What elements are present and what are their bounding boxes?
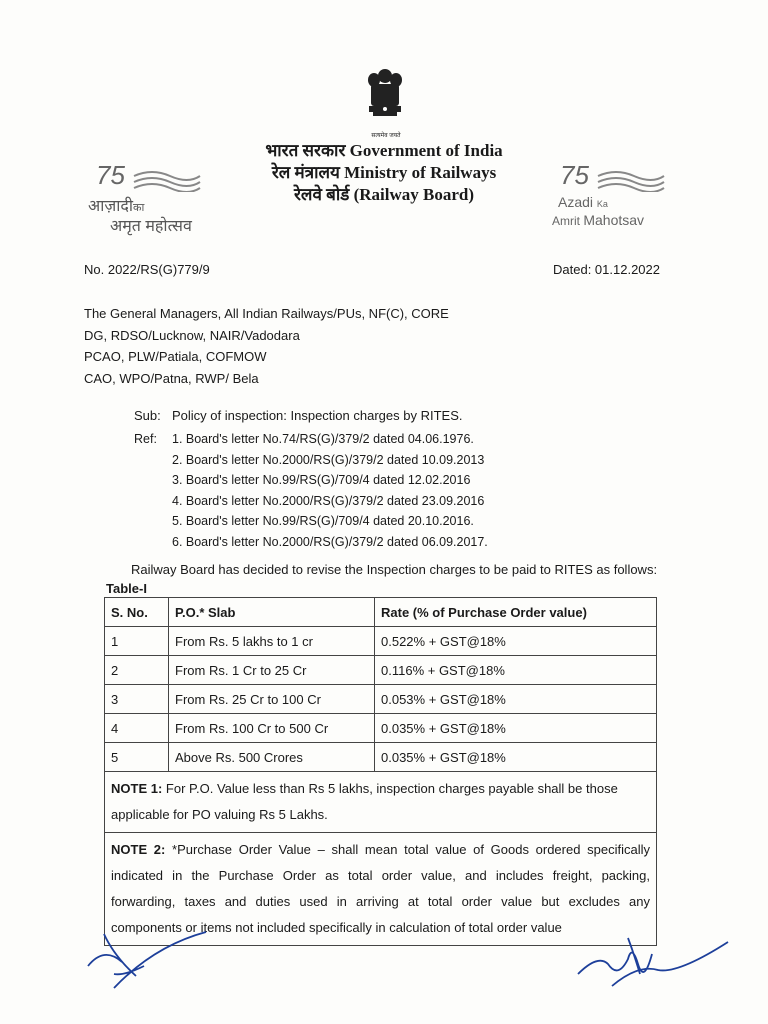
- table-cell: 2: [105, 656, 169, 685]
- hindi-board: रेलवे बोर्ड: [293, 185, 350, 204]
- reference-item: 2. Board's letter No.2000/RS(G)/379/2 dated 10.09.2013: [172, 452, 485, 467]
- table-cell: 0.053% + GST@18%: [375, 685, 657, 714]
- table-cell: 0.116% + GST@18%: [375, 656, 657, 685]
- logo-line1-right: Azadi: [558, 194, 594, 210]
- note-2-label: NOTE 2:: [111, 842, 166, 857]
- hindi-government: भारत सरकार: [265, 141, 346, 160]
- letter-date: Dated: 01.12.2022: [553, 262, 660, 277]
- note-1: [105, 772, 657, 833]
- intro-paragraph: Railway Board has decided to revise the Inspection charges to be paid to RITES as follows:: [131, 562, 658, 577]
- note-1-text: For P.O. Value less than Rs 5 lakhs, inspection charges payable shall be those applicable for PO valuing Rs 5 Lakhs.: [111, 781, 618, 822]
- table-row: [105, 656, 657, 685]
- emblem-motto: सत्यमेव जयते: [371, 133, 401, 139]
- logo-number-right: 75: [560, 160, 589, 190]
- subject-label: Sub:: [134, 408, 161, 423]
- reference-item: 3. Board's letter No.99/RS(G)/709/4 dated 12.02.2016: [172, 473, 471, 487]
- flag-waves-icon: [596, 168, 666, 192]
- table-cell: Above Rs. 500 Crores: [169, 743, 375, 772]
- table-cell: 5: [105, 743, 169, 772]
- table-cell: From Rs. 25 Cr to 100 Cr: [169, 685, 375, 714]
- addressee-line: DG, RDSO/Lucknow, NAIR/Vadodara: [84, 327, 300, 343]
- table-cell: 0.035% + GST@18%: [375, 743, 657, 772]
- reference-item: 5. Board's letter No.99/RS(G)/709/4 dated 20.10.2016.: [172, 514, 474, 528]
- table-cell: 1: [105, 627, 169, 656]
- table-row: [105, 685, 657, 714]
- hindi-ministry: रेल मंत्रालय: [271, 163, 340, 182]
- table-cell: From Rs. 100 Cr to 500 Cr: [169, 714, 375, 743]
- initials-mark-left: [84, 926, 214, 996]
- table-cell: From Rs. 1 Cr to 25 Cr: [169, 656, 375, 685]
- table-cell: 4: [105, 714, 169, 743]
- azadi-logo-hindi: [88, 160, 208, 236]
- national-emblem: [363, 66, 407, 130]
- column-header: Rate (% of Purchase Order value): [375, 598, 657, 627]
- note-row: [105, 772, 657, 833]
- logo-line2a-right: Amrit: [552, 214, 580, 228]
- logo-line1-small-right: Ka: [596, 199, 608, 209]
- logo-number: 75: [96, 160, 125, 190]
- note-2-text: *Purchase Order Value – shall mean total value of Goods ordered specifically indicated in the Purchase Order as total order value, and includes freight, packing, forwarding, taxes and duties used in arriving at total order value but excludes any components or items not included specifically in calculation of total order value: [111, 842, 650, 935]
- column-header: S. No.: [105, 598, 169, 627]
- column-header: P.O.* Slab: [169, 598, 375, 627]
- letter-number: No. 2022/RS(G)779/9: [84, 262, 210, 277]
- table-cell: From Rs. 5 lakhs to 1 cr: [169, 627, 375, 656]
- table-cell: 3: [105, 685, 169, 714]
- logo-line1-small: का: [133, 202, 145, 214]
- reference-list: [134, 429, 488, 552]
- subject-text: Policy of inspection: Inspection charges by RITES.: [172, 408, 463, 423]
- table-cell: 0.522% + GST@18%: [375, 627, 657, 656]
- addressee-line: PCAO, PLW/Patiala, COFMOW: [84, 349, 267, 364]
- table-row: [105, 627, 657, 656]
- logo-line1: आज़ादी: [88, 198, 134, 215]
- table-header-row: [105, 598, 657, 627]
- addressee-line: The General Managers, All Indian Railways/PUs, NF(C), CORE: [84, 306, 449, 321]
- reference-item: 1. Board's letter No.74/RS(G)/379/2 dated 04.06.1976.: [172, 432, 474, 446]
- header-line-government: [0, 138, 768, 161]
- eng-government: Government of India: [349, 141, 503, 160]
- addressee-line: CAO, WPO/Patna, RWP/ Bela: [84, 370, 259, 386]
- addressee-block: [84, 303, 449, 389]
- subject-line: [134, 408, 462, 423]
- azadi-logo-english: [552, 160, 672, 236]
- table-cell: 0.035% + GST@18%: [375, 714, 657, 743]
- logo-line2b-right: Mahotsav: [583, 212, 645, 228]
- table-row: [105, 743, 657, 772]
- logo-line2: अमृत महोत्सव: [110, 218, 192, 235]
- reference-item: 6. Board's letter No.2000/RS(G)/379/2 dated 06.09.2017.: [172, 534, 488, 549]
- reference-item: 4. Board's letter No.2000/RS(G)/379/2 dated 23.09.2016: [172, 493, 485, 508]
- table-caption: Table-I: [106, 581, 147, 596]
- eng-ministry: Ministry of Railways: [344, 163, 497, 182]
- note-1-label: NOTE 1:: [111, 781, 163, 796]
- inspection-charges-table: [104, 597, 657, 946]
- table-row: [105, 714, 657, 743]
- signature-right: [568, 924, 738, 1004]
- reference-label: Ref:: [134, 432, 157, 446]
- flag-waves-icon: [132, 168, 202, 192]
- eng-board: (Railway Board): [353, 185, 475, 204]
